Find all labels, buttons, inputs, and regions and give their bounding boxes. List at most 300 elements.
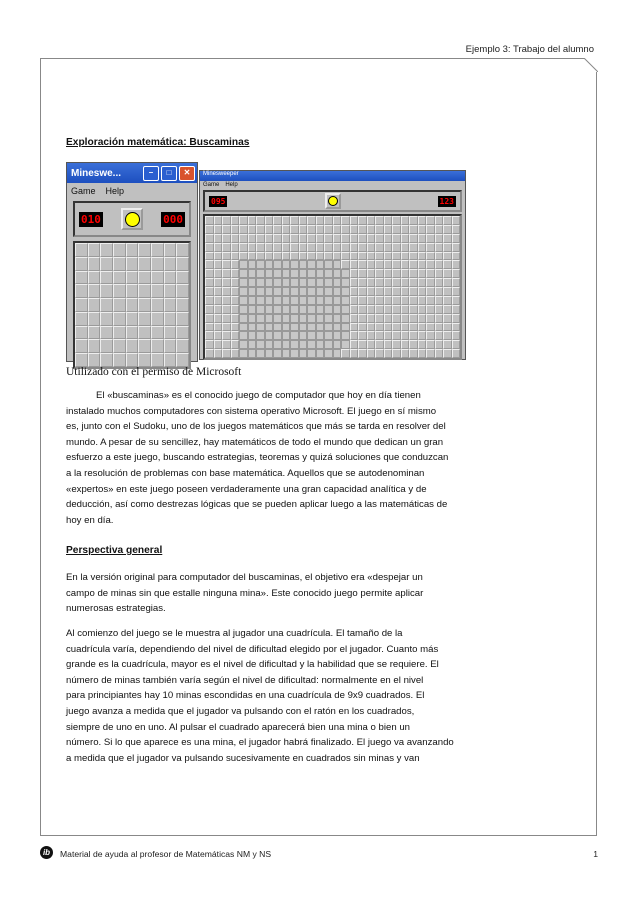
grid-cell bbox=[205, 269, 214, 278]
grid-cell bbox=[384, 287, 393, 296]
grid-cell bbox=[113, 312, 126, 326]
grid-cell bbox=[418, 252, 427, 261]
grid-cell bbox=[126, 257, 139, 271]
line: siempre de uno en uno. Al pulsar el cuadrado aparecerá bien una mina o bien un bbox=[66, 721, 411, 733]
grid-cell bbox=[333, 269, 342, 278]
grid-cell bbox=[452, 278, 461, 287]
grid-cell bbox=[341, 225, 350, 234]
grid-cell bbox=[418, 323, 427, 332]
grid-cell bbox=[358, 323, 367, 332]
grid-cell bbox=[333, 252, 342, 261]
grid-cell bbox=[299, 269, 308, 278]
grid-cell bbox=[375, 225, 384, 234]
grid-cell bbox=[164, 243, 177, 257]
grid-cell bbox=[367, 216, 376, 225]
grid-cell bbox=[231, 252, 240, 261]
grid-cell bbox=[452, 260, 461, 269]
grid-cell bbox=[307, 269, 316, 278]
grid-cell bbox=[401, 296, 410, 305]
grid-cell bbox=[113, 298, 126, 312]
grid-cell bbox=[88, 326, 101, 340]
grid-cell bbox=[443, 287, 452, 296]
grid-cell bbox=[452, 331, 461, 340]
grid-cell bbox=[75, 312, 88, 326]
grid-cell bbox=[324, 243, 333, 252]
grid-cell bbox=[307, 296, 316, 305]
grid-cell bbox=[367, 225, 376, 234]
grid-cell bbox=[239, 340, 248, 349]
grid-cell bbox=[443, 296, 452, 305]
grid-cell bbox=[426, 243, 435, 252]
grid-cell bbox=[316, 305, 325, 314]
grid-cell bbox=[418, 287, 427, 296]
grid-cell bbox=[384, 260, 393, 269]
grid-cell bbox=[205, 296, 214, 305]
grid-cell bbox=[426, 349, 435, 358]
grid-cell bbox=[426, 278, 435, 287]
grid-cell bbox=[88, 298, 101, 312]
grid-cell bbox=[367, 323, 376, 332]
grid-cell bbox=[248, 225, 257, 234]
grid-cell bbox=[409, 314, 418, 323]
grid-cell bbox=[452, 349, 461, 358]
grid-cell bbox=[273, 340, 282, 349]
grid-cell bbox=[231, 340, 240, 349]
grid-cell bbox=[126, 243, 139, 257]
grid-cell bbox=[265, 269, 274, 278]
grid-cell bbox=[426, 234, 435, 243]
grid-cell bbox=[307, 305, 316, 314]
grid-cell bbox=[384, 340, 393, 349]
grid-cell bbox=[138, 257, 151, 271]
grid-cell bbox=[214, 216, 223, 225]
grid-cell bbox=[307, 349, 316, 358]
mine-counter: 095 bbox=[211, 196, 226, 206]
grid-cell bbox=[435, 323, 444, 332]
grid-cell bbox=[358, 287, 367, 296]
minesweeper-small-screenshot bbox=[66, 162, 198, 362]
grid-cell bbox=[435, 340, 444, 349]
grid-cell bbox=[290, 287, 299, 296]
grid-cell bbox=[384, 305, 393, 314]
grid-cell bbox=[273, 314, 282, 323]
grid-cell bbox=[248, 340, 257, 349]
grid-cell bbox=[75, 339, 88, 353]
grid-cell bbox=[151, 339, 164, 353]
grid-cell bbox=[443, 305, 452, 314]
grid-cell bbox=[384, 252, 393, 261]
grid-cell bbox=[256, 252, 265, 261]
grid-cell bbox=[401, 243, 410, 252]
grid-cell bbox=[282, 269, 291, 278]
grid-cell bbox=[214, 243, 223, 252]
grid-cell bbox=[100, 326, 113, 340]
grid-cell bbox=[290, 340, 299, 349]
grid-cell bbox=[375, 216, 384, 225]
grid-cell bbox=[265, 331, 274, 340]
grid-cell bbox=[333, 340, 342, 349]
smiley-face-icon bbox=[325, 193, 341, 209]
minimize-icon: – bbox=[143, 166, 159, 181]
grid-cell bbox=[341, 234, 350, 243]
grid-cell bbox=[392, 243, 401, 252]
grid-cell bbox=[409, 331, 418, 340]
grid-cell bbox=[392, 323, 401, 332]
grid-cell bbox=[273, 278, 282, 287]
grid-cell bbox=[151, 257, 164, 271]
grid-cell bbox=[426, 252, 435, 261]
grid-cell bbox=[256, 216, 265, 225]
grid-cell bbox=[375, 340, 384, 349]
grid-cell bbox=[299, 340, 308, 349]
grid-cell bbox=[358, 234, 367, 243]
grid-cell bbox=[316, 331, 325, 340]
grid-cell bbox=[409, 323, 418, 332]
line: esfuerzo a este juego, buscando estrategias, teoremas y quizá soluciones que conduzcan bbox=[66, 452, 449, 464]
grid-cell bbox=[205, 243, 214, 252]
grid-cell bbox=[138, 271, 151, 285]
grid-cell bbox=[350, 216, 359, 225]
line: «expertos» en este juego poseen verdaderamente una gran capacidad analítica y de bbox=[66, 483, 427, 495]
image-caption: Utilizado con el permiso de Microsoft bbox=[66, 366, 242, 378]
grid-cell bbox=[205, 216, 214, 225]
grid-cell bbox=[164, 312, 177, 326]
line: numerosas estrategias. bbox=[66, 603, 166, 615]
grid-cell bbox=[265, 305, 274, 314]
grid-cell bbox=[367, 305, 376, 314]
grid-cell bbox=[375, 331, 384, 340]
menu-game: Game bbox=[71, 186, 96, 196]
grid-cell bbox=[316, 287, 325, 296]
grid-cell bbox=[100, 339, 113, 353]
grid-cell bbox=[138, 326, 151, 340]
grid-cell bbox=[409, 305, 418, 314]
grid-cell bbox=[443, 278, 452, 287]
grid-cell bbox=[426, 225, 435, 234]
ib-logo-icon: ib bbox=[40, 846, 53, 859]
grid-cell bbox=[324, 340, 333, 349]
grid-cell bbox=[316, 252, 325, 261]
grid-cell bbox=[358, 331, 367, 340]
grid-cell bbox=[418, 216, 427, 225]
grid-cell bbox=[307, 243, 316, 252]
grid-cell bbox=[100, 312, 113, 326]
grid-cell bbox=[88, 271, 101, 285]
grid-cell bbox=[176, 326, 189, 340]
menu-game: Game bbox=[203, 182, 220, 188]
grid-cell bbox=[443, 323, 452, 332]
grid-cell bbox=[418, 225, 427, 234]
grid-cell bbox=[239, 252, 248, 261]
grid-cell bbox=[239, 331, 248, 340]
grid-cell bbox=[282, 287, 291, 296]
grid-cell bbox=[341, 278, 350, 287]
grid-cell bbox=[214, 323, 223, 332]
grid-cell bbox=[443, 349, 452, 358]
grid-cell bbox=[231, 269, 240, 278]
grid-cell bbox=[358, 252, 367, 261]
grid-cell bbox=[231, 278, 240, 287]
grid-cell bbox=[316, 243, 325, 252]
grid-cell bbox=[290, 269, 299, 278]
grid-cell bbox=[367, 278, 376, 287]
ms-small-titlebar bbox=[67, 163, 197, 183]
grid-cell bbox=[384, 243, 393, 252]
grid-cell bbox=[350, 243, 359, 252]
grid-cell bbox=[282, 296, 291, 305]
grid-cell bbox=[222, 278, 231, 287]
grid-cell bbox=[392, 234, 401, 243]
grid-cell bbox=[214, 340, 223, 349]
grid-cell bbox=[113, 339, 126, 353]
grid-cell bbox=[418, 243, 427, 252]
line: número. Si lo que aparece es una mina, el jugador habrá finalizado. El juego va avanzando bbox=[66, 737, 454, 749]
grid-cell bbox=[350, 278, 359, 287]
grid-cell bbox=[367, 340, 376, 349]
grid-cell bbox=[248, 305, 257, 314]
grid-cell bbox=[282, 225, 291, 234]
grid-cell bbox=[350, 323, 359, 332]
grid-cell bbox=[307, 216, 316, 225]
grid-cell bbox=[341, 305, 350, 314]
grid-cell bbox=[307, 260, 316, 269]
grid-cell bbox=[239, 234, 248, 243]
line: grande es la cuadrícula, mayor es el nivel de dificultad y la habilidad que se requiere. El bbox=[66, 659, 439, 671]
grid-cell bbox=[452, 287, 461, 296]
grid-cell bbox=[341, 331, 350, 340]
grid-cell bbox=[239, 260, 248, 269]
grid-cell bbox=[299, 305, 308, 314]
grid-cell bbox=[401, 340, 410, 349]
grid-cell bbox=[350, 349, 359, 358]
grid-cell bbox=[282, 314, 291, 323]
close-icon: ✕ bbox=[179, 166, 195, 181]
grid-cell bbox=[375, 323, 384, 332]
grid-cell bbox=[409, 278, 418, 287]
grid-cell bbox=[222, 349, 231, 358]
grid-cell bbox=[126, 312, 139, 326]
grid-cell bbox=[126, 298, 139, 312]
grid-cell bbox=[341, 243, 350, 252]
grid-cell bbox=[273, 260, 282, 269]
grid-cell bbox=[375, 234, 384, 243]
grid-cell bbox=[214, 252, 223, 261]
grid-cell bbox=[333, 305, 342, 314]
grid-cell bbox=[299, 296, 308, 305]
grid-cell bbox=[452, 216, 461, 225]
grid-cell bbox=[443, 260, 452, 269]
grid-cell bbox=[375, 260, 384, 269]
grid-cell bbox=[367, 252, 376, 261]
grid-cell bbox=[290, 314, 299, 323]
grid-cell bbox=[231, 296, 240, 305]
grid-cell bbox=[138, 339, 151, 353]
grid-cell bbox=[426, 305, 435, 314]
grid-cell bbox=[239, 349, 248, 358]
line: campo de minas sin que estalle ninguna mina». Este conocido juego permite aplicar bbox=[66, 587, 424, 599]
grid-cell bbox=[239, 278, 248, 287]
grid-cell bbox=[164, 326, 177, 340]
grid-cell bbox=[248, 234, 257, 243]
grid-cell bbox=[231, 216, 240, 225]
grid-cell bbox=[265, 216, 274, 225]
grid-cell bbox=[384, 314, 393, 323]
grid-cell bbox=[282, 216, 291, 225]
grid-cell bbox=[273, 287, 282, 296]
grid-cell bbox=[324, 305, 333, 314]
grid-cell bbox=[290, 305, 299, 314]
overview-paragraph-1 bbox=[66, 570, 484, 617]
page-corner-fold bbox=[584, 58, 598, 72]
grid-cell bbox=[290, 243, 299, 252]
grid-cell bbox=[418, 269, 427, 278]
grid-cell bbox=[299, 234, 308, 243]
line: Al comienzo del juego se le muestra al jugador una cuadrícula. El tamaño de la bbox=[66, 628, 403, 639]
grid-cell bbox=[409, 252, 418, 261]
section-title-perspectiva: Perspectiva general bbox=[66, 545, 163, 556]
grid-cell bbox=[435, 305, 444, 314]
grid-cell bbox=[418, 260, 427, 269]
grid-cell bbox=[435, 278, 444, 287]
grid-cell bbox=[205, 349, 214, 358]
grid-cell bbox=[392, 305, 401, 314]
grid-cell bbox=[358, 269, 367, 278]
grid-cell bbox=[256, 296, 265, 305]
grid-cell bbox=[452, 252, 461, 261]
grid-cell bbox=[426, 340, 435, 349]
grid-cell bbox=[435, 252, 444, 261]
grid-cell bbox=[265, 252, 274, 261]
grid-cell bbox=[350, 296, 359, 305]
grid-cell bbox=[358, 349, 367, 358]
ms-large-menubar bbox=[200, 181, 465, 189]
grid-cell bbox=[265, 296, 274, 305]
grid-cell bbox=[88, 257, 101, 271]
grid-cell bbox=[100, 298, 113, 312]
grid-cell bbox=[375, 243, 384, 252]
grid-cell bbox=[290, 225, 299, 234]
grid-cell bbox=[88, 353, 101, 367]
grid-cell bbox=[333, 349, 342, 358]
grid-cell bbox=[401, 331, 410, 340]
grid-cell bbox=[350, 269, 359, 278]
grid-cell bbox=[176, 284, 189, 298]
grid-cell bbox=[290, 349, 299, 358]
grid-cell bbox=[401, 216, 410, 225]
ms-large-panel bbox=[203, 190, 462, 212]
grid-cell bbox=[367, 269, 376, 278]
grid-cell bbox=[138, 353, 151, 367]
smiley-face-icon bbox=[121, 208, 143, 230]
grid-cell bbox=[358, 314, 367, 323]
grid-cell bbox=[256, 305, 265, 314]
grid-cell bbox=[256, 225, 265, 234]
grid-cell bbox=[113, 284, 126, 298]
grid-cell bbox=[239, 323, 248, 332]
grid-cell bbox=[88, 339, 101, 353]
grid-cell bbox=[75, 257, 88, 271]
grid-cell bbox=[435, 287, 444, 296]
grid-cell bbox=[290, 260, 299, 269]
grid-cell bbox=[358, 278, 367, 287]
grid-cell bbox=[100, 353, 113, 367]
grid-cell bbox=[231, 225, 240, 234]
grid-cell bbox=[176, 312, 189, 326]
grid-cell bbox=[435, 225, 444, 234]
page-number: 1 bbox=[593, 849, 598, 859]
grid-cell bbox=[299, 314, 308, 323]
grid-cell bbox=[138, 312, 151, 326]
grid-cell bbox=[290, 296, 299, 305]
grid-cell bbox=[265, 260, 274, 269]
grid-cell bbox=[231, 349, 240, 358]
grid-cell bbox=[333, 243, 342, 252]
grid-cell bbox=[452, 234, 461, 243]
grid-cell bbox=[367, 287, 376, 296]
grid-cell bbox=[205, 260, 214, 269]
grid-cell bbox=[426, 260, 435, 269]
grid-cell bbox=[205, 225, 214, 234]
grid-cell bbox=[333, 296, 342, 305]
grid-cell bbox=[324, 269, 333, 278]
ms-small-title: Mineswe... bbox=[71, 167, 122, 179]
grid-cell bbox=[333, 323, 342, 332]
grid-cell bbox=[324, 296, 333, 305]
grid-cell bbox=[409, 269, 418, 278]
grid-cell bbox=[88, 284, 101, 298]
grid-cell bbox=[205, 252, 214, 261]
grid-cell bbox=[341, 252, 350, 261]
grid-cell bbox=[392, 349, 401, 358]
grid-cell bbox=[273, 331, 282, 340]
grid-cell bbox=[333, 225, 342, 234]
grid-cell bbox=[222, 216, 231, 225]
grid-cell bbox=[222, 305, 231, 314]
grid-cell bbox=[222, 287, 231, 296]
grid-cell bbox=[443, 234, 452, 243]
grid-cell bbox=[375, 296, 384, 305]
grid-cell bbox=[113, 271, 126, 285]
grid-cell bbox=[452, 225, 461, 234]
grid-cell bbox=[435, 314, 444, 323]
grid-cell bbox=[265, 340, 274, 349]
grid-cell bbox=[333, 314, 342, 323]
grid-cell bbox=[341, 349, 350, 358]
grid-cell bbox=[299, 252, 308, 261]
grid-cell bbox=[401, 278, 410, 287]
grid-cell bbox=[401, 225, 410, 234]
grid-cell bbox=[409, 234, 418, 243]
grid-cell bbox=[214, 234, 223, 243]
grid-cell bbox=[214, 260, 223, 269]
grid-cell bbox=[231, 260, 240, 269]
grid-cell bbox=[282, 260, 291, 269]
grid-cell bbox=[248, 269, 257, 278]
menu-help: Help bbox=[225, 182, 238, 188]
grid-cell bbox=[239, 269, 248, 278]
grid-cell bbox=[418, 314, 427, 323]
menu-help: Help bbox=[105, 186, 125, 196]
grid-cell bbox=[375, 314, 384, 323]
grid-cell bbox=[358, 243, 367, 252]
grid-cell bbox=[324, 260, 333, 269]
grid-cell bbox=[443, 314, 452, 323]
grid-cell bbox=[290, 234, 299, 243]
grid-cell bbox=[375, 287, 384, 296]
grid-cell bbox=[299, 243, 308, 252]
grid-cell bbox=[290, 278, 299, 287]
grid-cell bbox=[205, 305, 214, 314]
